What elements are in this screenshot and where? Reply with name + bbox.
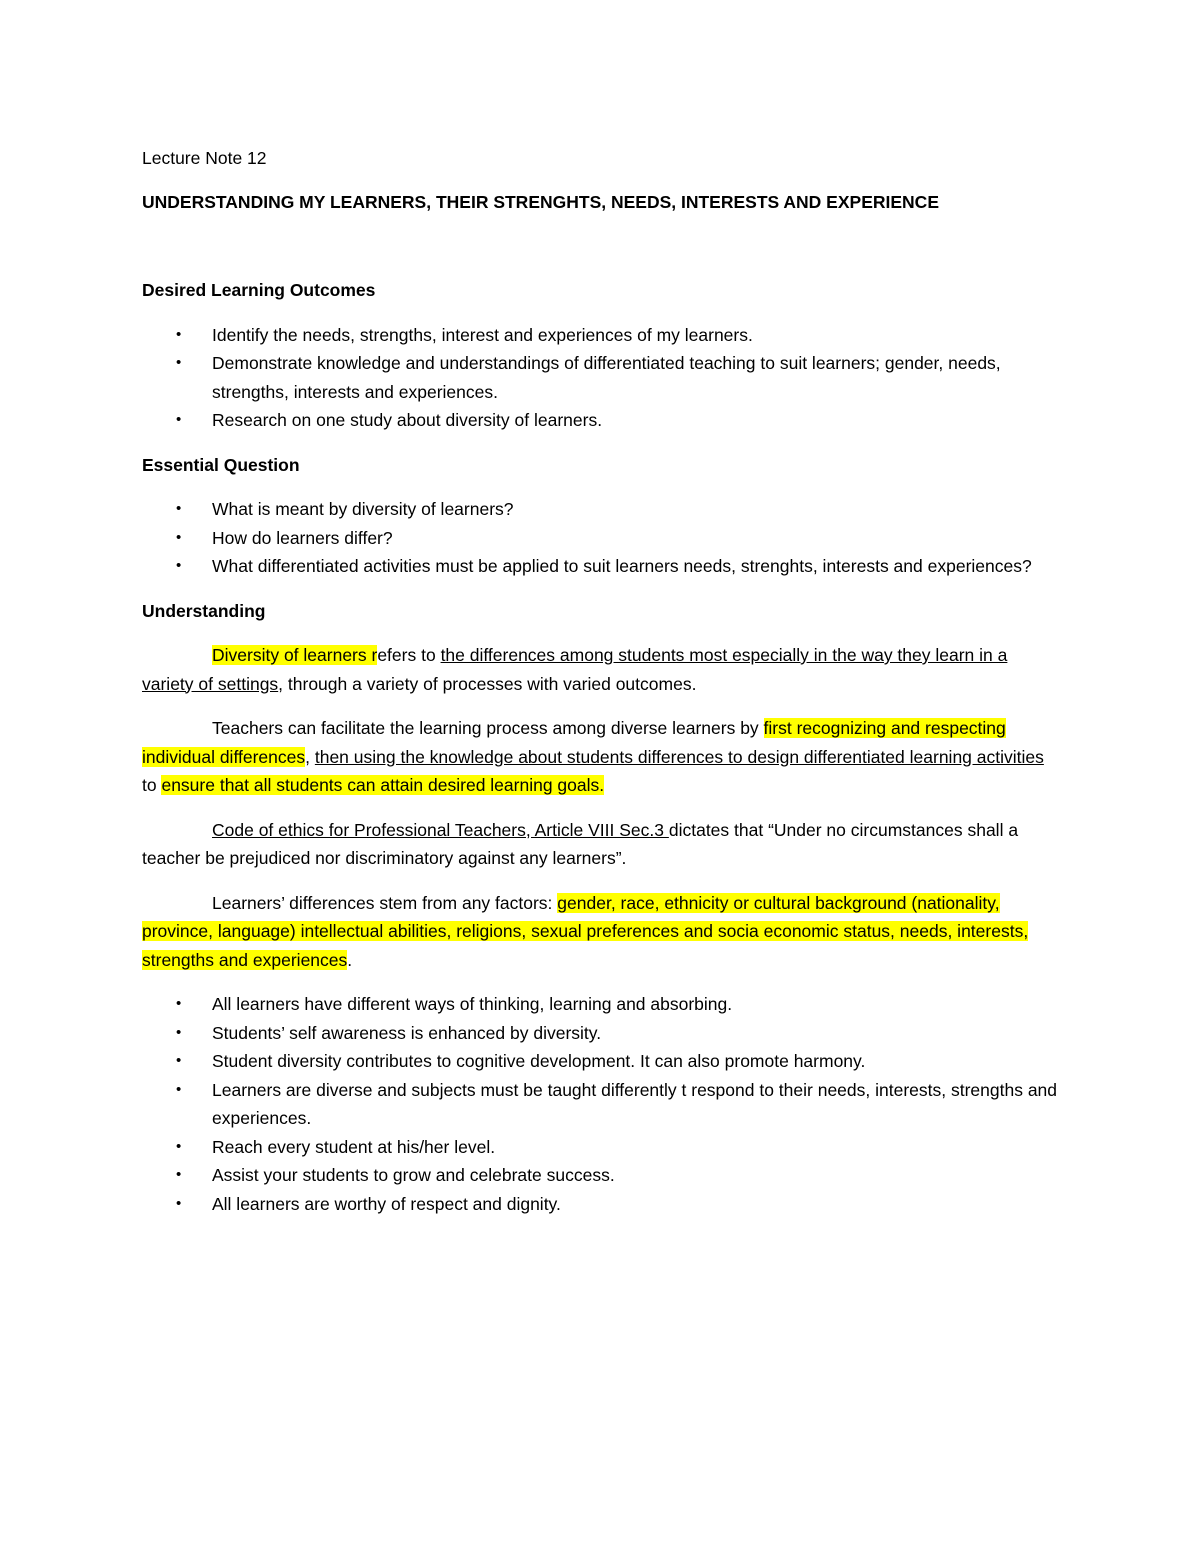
main-title: UNDERSTANDING MY LEARNERS, THEIR STRENGHTS, NEEDS, INTERESTS AND EXPERIENCE [142,191,939,212]
list-item: • Learners are diverse and subjects must be taught differently t respond to their needs, interests, strengths and experiences. [142,1076,1060,1133]
bullet-icon: • [176,1137,182,1155]
list-item: • Research on one study about diversity of learners. [142,406,1060,435]
list-item: • All learners are worthy of respect and dignity. [142,1190,1060,1219]
paragraph-diversity-definition: Diversity of learners refers to the differences among students most especially in the way they learn in a variety of settings, through a variety of processes with varied outcomes. [142,645,1008,694]
question-heading: Essential Question [142,454,300,475]
list-item: • All learners have different ways of thinking, learning and absorbing. [142,990,1060,1019]
question-list [142,495,1060,581]
list-item: • How do learners differ? [142,524,1060,553]
bullet-icon: • [176,1080,182,1098]
bullet-icon: • [176,1052,182,1069]
list-item: • What differentiated activities must be applied to suit learners needs, strenghts, interests and experiences? [142,552,1060,581]
understanding-list [142,990,1060,1218]
list-item: • What is meant by diversity of learners? [142,495,1060,524]
bullet-icon: • [176,500,182,517]
list-item: • Identify the needs, strengths, interest and experiences of my learners. [142,321,1060,350]
paragraph-code-of-ethics: Code of ethics for Professional Teachers, Article VIII Sec.3 dictates that “Under no circumstances shall a teacher be prejudiced nor discriminatory against any learners”. [142,819,1019,868]
bullet-icon: • [176,1194,182,1212]
bullet-icon: • [176,1023,182,1041]
bullet-icon: • [176,1166,182,1183]
understanding-heading: Understanding [142,600,266,621]
paragraph-teachers-facilitate: Teachers can facilitate the learning process among diverse learners by first recognizing and respecting individual differences, then using the knowledge about students differences to design differentiated learning activities to ensure that all students can attain desired learning goals. [142,718,1044,795]
list-item: • Student diversity contributes to cognitive development. It can also promote harmony. [142,1047,1060,1076]
list-item: • Demonstrate knowledge and understandings of differentiated teaching to suit learners; gender, needs, strengths, interests and experiences. [142,349,1060,406]
list-item: • Assist your students to grow and celebrate success. [142,1161,1060,1190]
list-item: • Reach every student at his/her level. [142,1133,1060,1162]
outcomes-list [142,321,1060,435]
list-item: • Students’ self awareness is enhanced by diversity. [142,1019,1060,1048]
bullet-icon: • [176,411,182,428]
outcomes-heading: Desired Learning Outcomes [142,280,376,300]
bullet-icon: • [176,354,182,371]
bullet-icon: • [176,557,182,574]
bullet-icon: • [176,325,182,343]
bullet-icon: • [176,995,182,1012]
paragraph-learner-differences: Learners’ differences stem from any factors: gender, race, ethnicity or cultural background (nationality, province, language) intellectual abilities, religions, sexual preferences and socia economic status, needs, interests, strengths and experiences. [142,892,1029,970]
lecture-label: Lecture Note 12 [142,148,267,168]
bullet-icon: • [176,528,182,546]
